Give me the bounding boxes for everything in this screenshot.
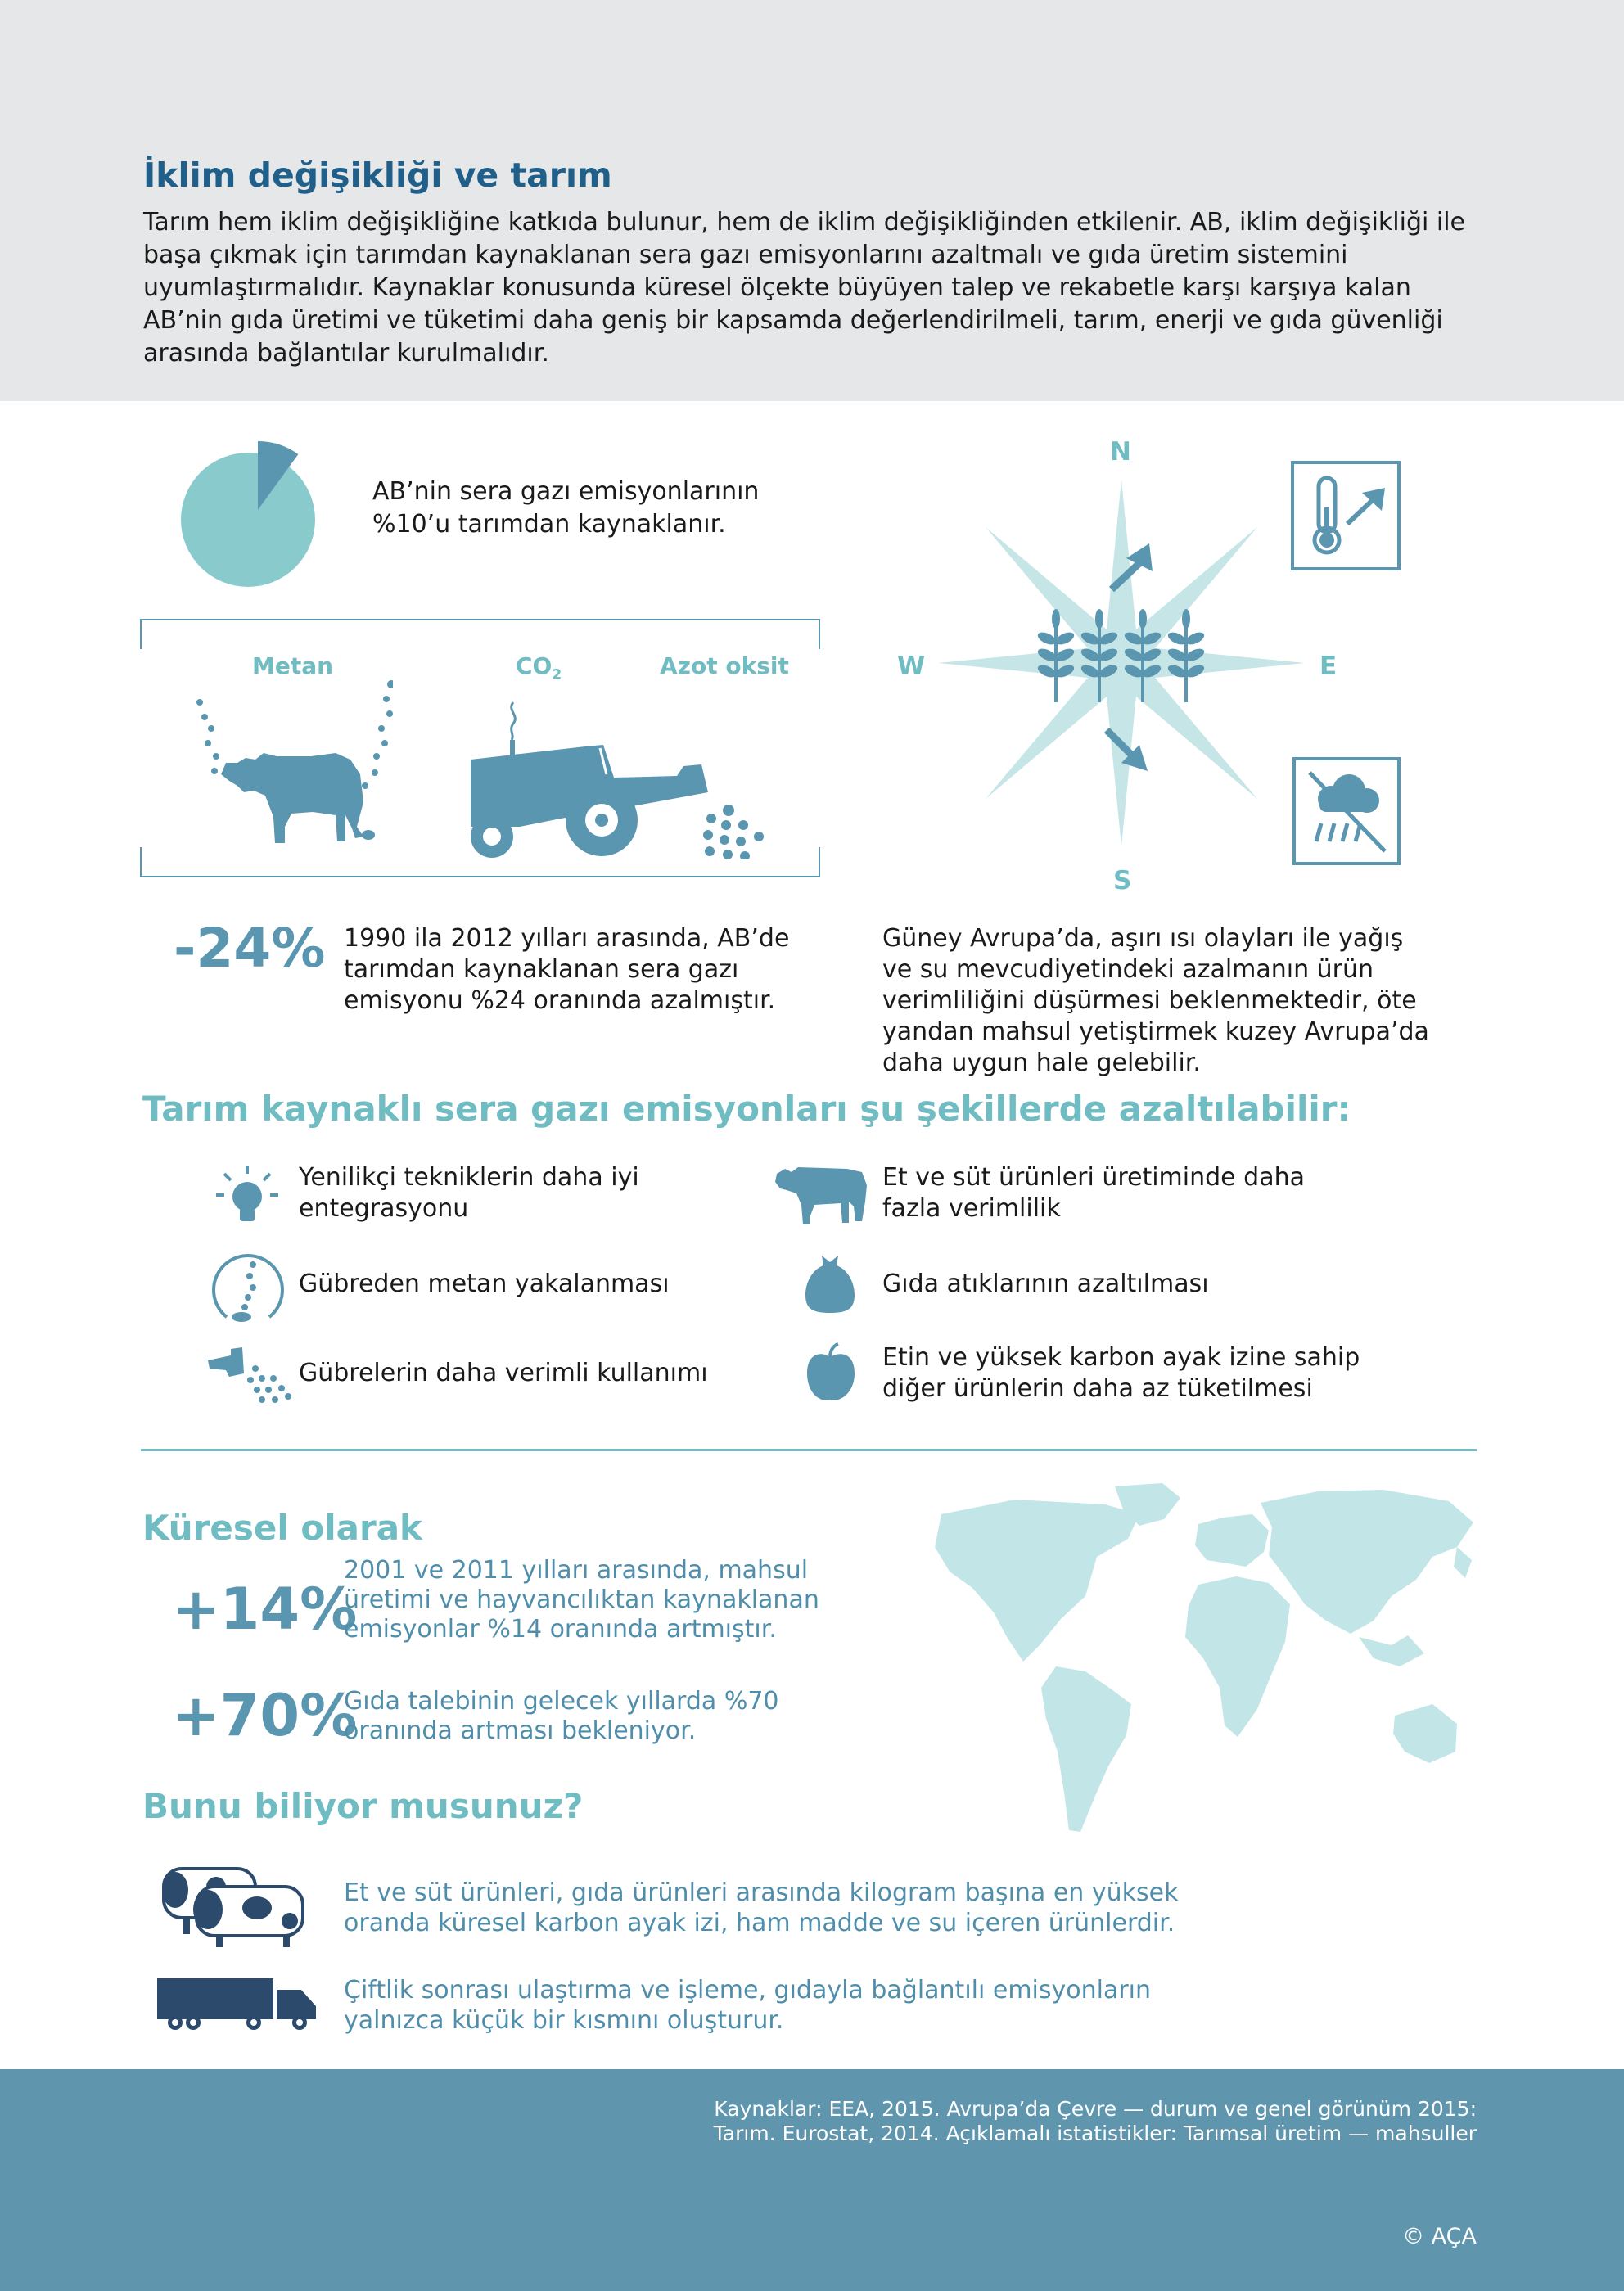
methane-capture-icon [209, 1248, 287, 1322]
reduce-item4-line1: Gıda atıklarının azaltılması [882, 1270, 1209, 1298]
nitrous-oxide-label: Azot oksit [660, 652, 789, 679]
global-stat1-value: +14% [172, 1576, 358, 1643]
global-stat1-line3: emisyonlar %14 oranında artmıştır. [344, 1615, 777, 1644]
know-fact1-line1: Et ve süt ürünleri, gıda ürünleri arasında kilogram başına en yüksek [344, 1878, 1179, 1907]
methane-label: Metan [252, 652, 334, 679]
global-stat2-line1: Gıda talebinin gelecek yıllarda %70 [344, 1687, 779, 1716]
global-stat1-line1: 2001 ve 2011 yılları arasında, mahsul [344, 1556, 809, 1585]
waste-bag-icon [804, 1252, 856, 1315]
compass-north: N [1110, 437, 1131, 467]
co2-label: $CO_2$ [516, 652, 562, 683]
stat-eu-line3: emisyonu %24 oranında azalmıştır. [344, 986, 776, 1015]
cow-icon [774, 1161, 870, 1226]
reduce-item5-line1: Gübrelerin daha verimli kullanımı [299, 1359, 708, 1387]
copyright: © AÇA [1402, 2224, 1477, 2249]
tractor-emissions-icon [462, 696, 774, 859]
compass-text-line1: Güney Avrupa’da, aşırı ısı olayları ile yağış [882, 924, 1404, 953]
reduce-item1-line1: Yenilikçi tekniklerin daha iyi [299, 1163, 639, 1192]
reduce-item2-line1: Et ve süt ürünleri üretiminde daha [882, 1163, 1305, 1192]
reduce-item1-line2: entegrasyonu [299, 1194, 469, 1223]
pie-text-line2: %10’u tarımdan kaynaklanır. [372, 510, 726, 539]
compass-text-line3: verimliliğini düşürmesi beklenmektedir, öte [882, 986, 1417, 1015]
know-heading: Bunu biliyor musunuz? [142, 1786, 584, 1826]
reduce-heading: Tarım kaynaklı sera gazı emisyonları şu şekillerde azaltılabilir: [142, 1089, 1351, 1129]
compass-west: W [897, 652, 926, 681]
compass-rose [933, 475, 1310, 851]
reduce-item3-line1: Gübreden metan yakalanması [299, 1270, 670, 1298]
cows-icon [151, 1862, 323, 1948]
compass-text-line5: daha uygun hale gelebilir. [882, 1049, 1201, 1077]
pie-main-slice [181, 453, 315, 587]
compass-south: S [1113, 866, 1132, 895]
sources-line1: Kaynaklar: EEA, 2015. Avrupa’da Çevre — durum ve genel görünüm 2015: [714, 2097, 1477, 2121]
no-rain-icon [1292, 756, 1401, 866]
fertilizer-spreader-icon [206, 1342, 293, 1405]
emissions-pie-chart [176, 438, 323, 602]
pie-text-line1: AB’nin sera gazı emisyonlarının [372, 477, 760, 506]
global-stat1-line2: üretimi ve hayvancılıktan kaynaklanan [344, 1585, 819, 1614]
page-title: İklim değişikliği ve tarım [143, 156, 612, 195]
compass-text-line2: ve su mevcudiyetindeki azalmanın ürün [882, 955, 1374, 984]
truck-icon [156, 1977, 319, 2031]
stat-eu-line2: tarımdan kaynaklanan sera gazı [344, 955, 739, 984]
global-heading: Küresel olarak [142, 1508, 422, 1548]
global-stat2-line2: oranında artması bekleniyor. [344, 1716, 697, 1745]
know-fact2-line2: yalnızca küçük bir kısmını oluşturur. [344, 2006, 784, 2035]
compass-text-line4: yandan mahsul yetiştirmek kuzey Avrupa’da [882, 1017, 1429, 1046]
know-fact1-line2: oranda küresel karbon ayak izi, ham madde ve su içeren ürünlerdir. [344, 1909, 1175, 1937]
know-fact2-line1: Çiftlik sonrası ulaştırma ve işleme, gıdayla bağlantılı emisyonların [344, 1976, 1152, 2005]
reduce-item2-line2: fazla verimlilik [882, 1194, 1061, 1223]
sources-line2: Tarım. Eurostat, 2014. Açıklamalı istatistikler: Tarımsal üretim — mahsuller [713, 2122, 1477, 2145]
lightbulb-icon [214, 1162, 280, 1228]
section-divider [141, 1449, 1477, 1451]
intro-paragraph: Tarım hem iklim değişikliğine katkıda bulunur, hem de iklim değişikliğinden etkilenir. AB, iklim değişikliği ile başa çıkmak için tarımdan kaynaklanan sera gazı emisyonlarını azaltmalı ve gıda üretim sistemini uyumlaştırmalıdır. Kaynaklar konusunda küresel ölçekte büyüyen talep ve rekabetle karşı karşıya kalan AB’nin gıda üretimi ve tüketimi daha geniş bir kapsamda değerlendirilmeli, tarım, enerji ve gıda güvenliği arasında bağlantılar kurulmalıdır. [143, 208, 1466, 368]
stat-eu-value: -24% [174, 917, 326, 980]
global-stat2-value: +70% [172, 1682, 358, 1749]
apple-icon [805, 1342, 856, 1405]
compass-east: E [1320, 652, 1338, 681]
stat-eu-line1: 1990 ila 2012 yılları arasında, AB’de [344, 924, 790, 953]
thermometer-rising-icon [1290, 460, 1401, 571]
cow-emissions-icon [188, 671, 393, 851]
reduce-item6-line1: Etin ve yüksek karbon ayak izine sahip [882, 1343, 1360, 1372]
reduce-item6-line2: diğer ürünlerin daha az tüketilmesi [882, 1374, 1313, 1403]
world-map [925, 1481, 1482, 1842]
